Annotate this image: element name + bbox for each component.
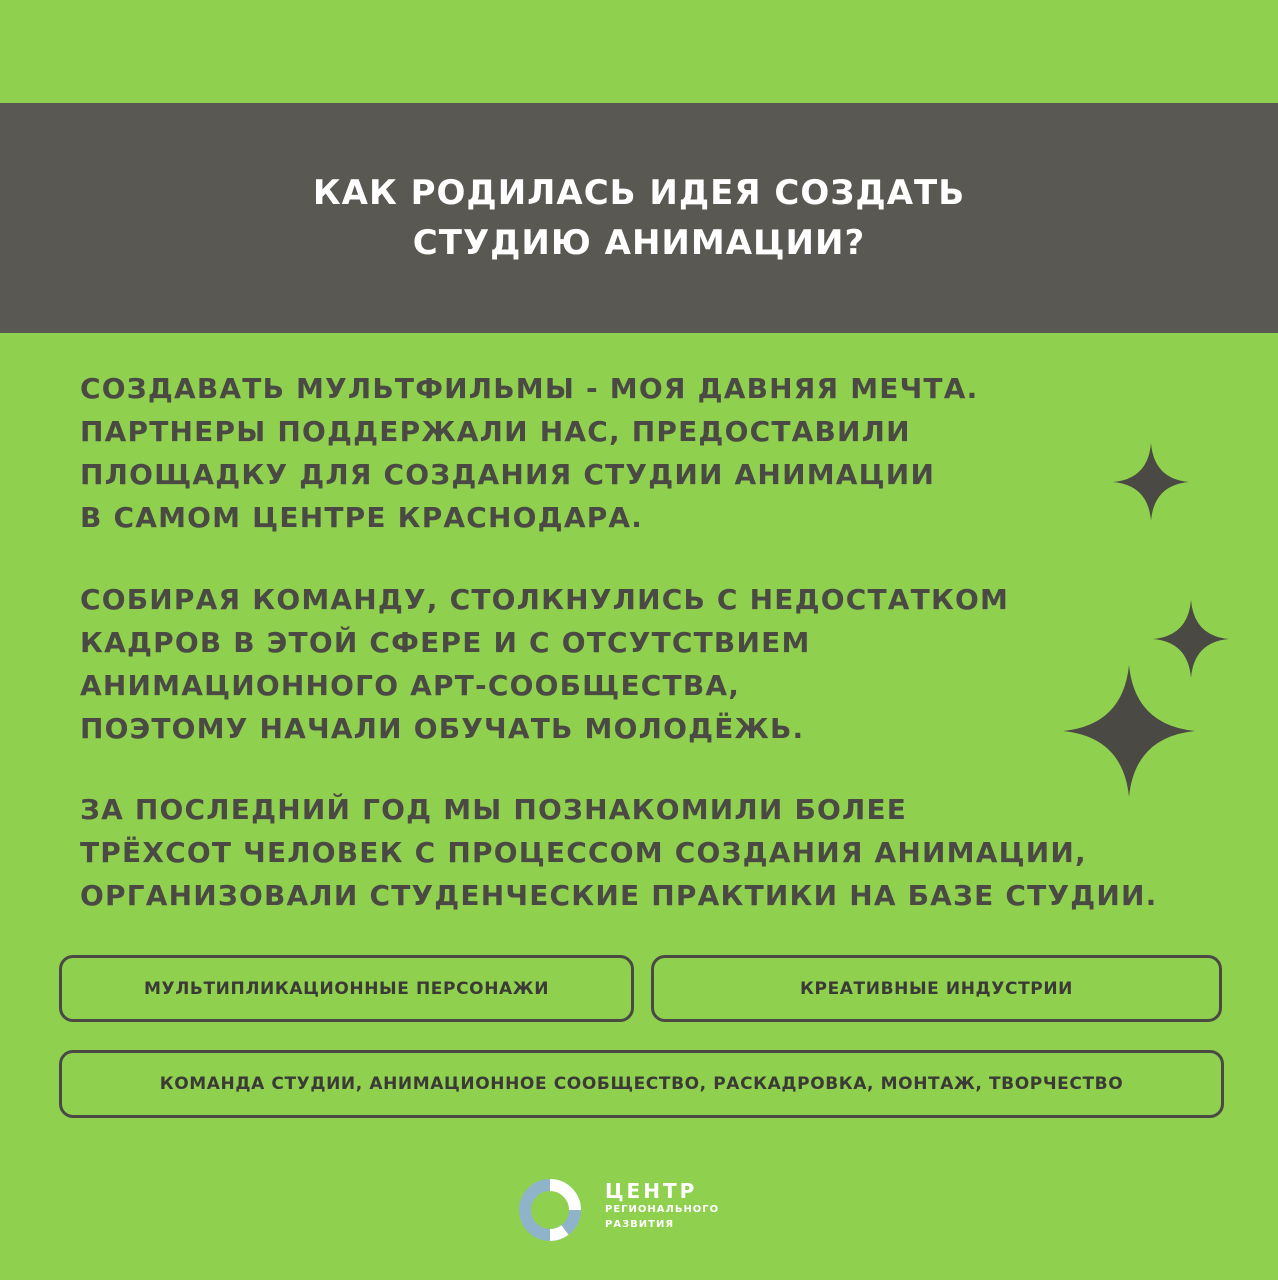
logo-subtitle-2: РАЗВИТИЯ xyxy=(605,1219,675,1230)
paragraph-line: СОБИРАЯ КОМАНДУ, СТОЛКНУЛИСЬ С НЕДОСТАТКОМ xyxy=(80,583,1010,616)
page-title-line-2: СТУДИЮ АНИМАЦИИ? xyxy=(412,223,866,263)
page-title-line-1: КАК РОДИЛАСЬ ИДЕЯ СОЗДАТЬ xyxy=(312,173,966,213)
header-banner xyxy=(0,103,1278,333)
paragraph-line: ПОЭТОМУ НАЧАЛИ ОБУЧАТЬ МОЛОДЁЖЬ. xyxy=(80,712,805,745)
logo xyxy=(515,1175,785,1245)
paragraph-line: АНИМАЦИОННОГО АРТ-СООБЩЕСТВА, xyxy=(80,669,741,702)
sparkle-icon xyxy=(1063,665,1195,797)
tag-studio-keywords[interactable]: КОМАНДА СТУДИИ, АНИМАЦИОННОЕ СООБЩЕСТВО, РАСКАДРОВКА, МОНТАЖ, ТВОРЧЕСТВО xyxy=(59,1050,1224,1118)
paragraph-results xyxy=(80,788,1260,917)
tag-creative-industries[interactable]: КРЕАТИВНЫЕ ИНДУСТРИИ xyxy=(651,955,1222,1022)
paragraph-dream xyxy=(80,367,1260,539)
paragraph-line: ЗА ПОСЛЕДНИЙ ГОД МЫ ПОЗНАКОМИЛИ БОЛЕЕ xyxy=(80,793,908,826)
logo-ring-icon xyxy=(515,1175,585,1245)
paragraph-line: ТРЁХСОТ ЧЕЛОВЕК С ПРОЦЕССОМ СОЗДАНИЯ АНИМАЦИИ, xyxy=(80,836,1087,869)
paragraph-line: ПАРТНЕРЫ ПОДДЕРЖАЛИ НАС, ПРЕДОСТАВИЛИ xyxy=(80,415,911,448)
logo-text xyxy=(605,1180,719,1232)
logo-title: ЦЕНТР xyxy=(605,1179,698,1203)
tag-cartoon-characters[interactable]: МУЛЬТИПЛИКАЦИОННЫЕ ПЕРСОНАЖИ xyxy=(59,955,634,1022)
paragraph-line: КАДРОВ В ЭТОЙ СФЕРЕ И С ОТСУТСТВИЕМ xyxy=(80,626,811,659)
paragraph-line: В САМОМ ЦЕНТРЕ КРАСНОДАРА. xyxy=(80,501,644,534)
paragraph-line: ОРГАНИЗОВАЛИ СТУДЕНЧЕСКИЕ ПРАКТИКИ НА БАЗЕ СТУДИИ. xyxy=(80,879,1158,912)
sparkle-icon xyxy=(1113,443,1189,521)
paragraph-line: СОЗДАВАТЬ МУЛЬТФИЛЬМЫ - МОЯ ДАВНЯЯ МЕЧТА. xyxy=(80,372,979,405)
logo-subtitle-1: РЕГИОНАЛЬНОГО xyxy=(605,1204,720,1215)
paragraph-line: ПЛОЩАДКУ ДЛЯ СОЗДАНИЯ СТУДИИ АНИМАЦИИ xyxy=(80,458,936,491)
